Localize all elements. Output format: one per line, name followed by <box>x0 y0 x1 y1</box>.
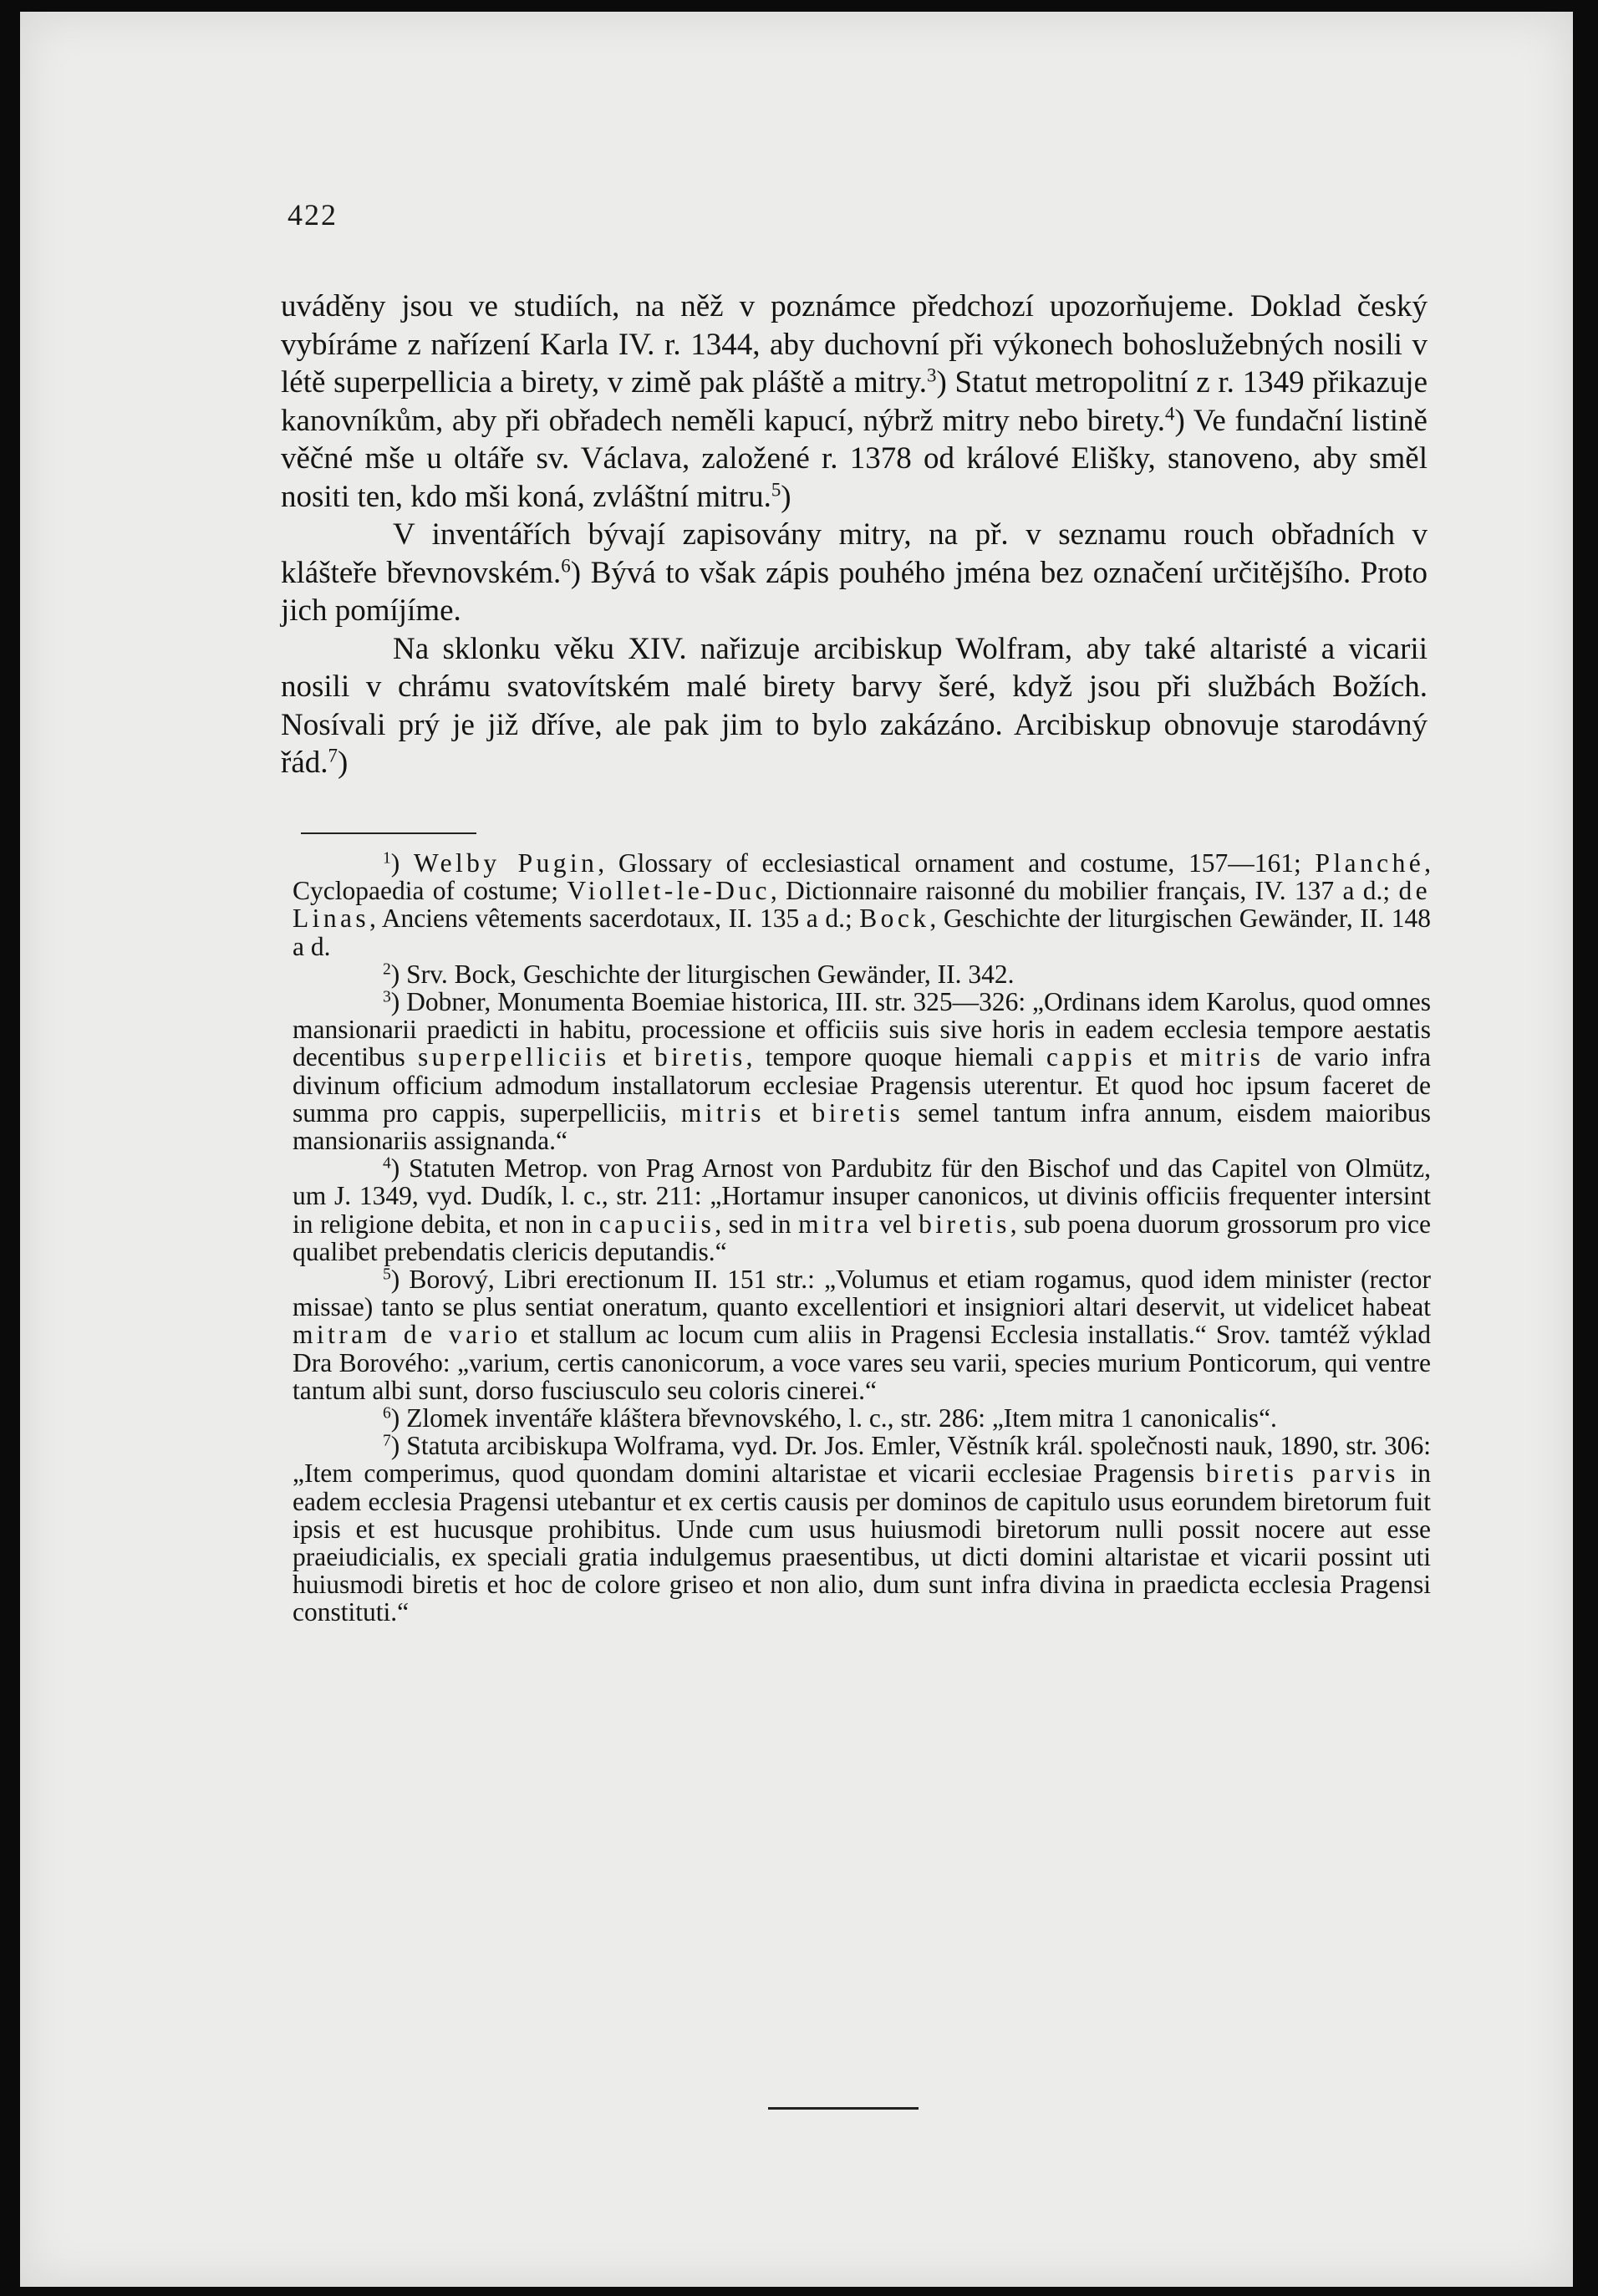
text-run: in eadem ecclesia Pragensi utebantur et ex certis causis per dominos de capitulo usus eorundem biretorum fuit ipsis et est hucusque prohibitus. Unde cum usus huiusmodi biretorum nulli possit nocere aut esse praeiudicialis, ex speciali gratia indulgemus praesentibus, ut dicti domini altaristae et vicarii possint uti huiusmodi biretis et hoc de colore griseo et non alio, dum sunt infra divina in praedicta ecclesia Pragensi constituti.“ <box>293 1459 1431 1627</box>
text-run: ) Zlomek inventáře kláštera břevnovského, l. c., str. 286: „Item mitra 1 canonicalis“. <box>390 1403 1277 1433</box>
paragraph-2 <box>281 516 1428 630</box>
footnote-ref: 3 <box>927 364 937 386</box>
footnote-mark: 4 <box>383 1154 391 1173</box>
paragraph-3 <box>281 630 1428 782</box>
text-run: ) <box>337 746 349 780</box>
footnote-5 <box>293 1265 1431 1404</box>
footnote-mark: 1 <box>383 849 391 868</box>
text-run: de vario infra divinum officium admodum installatorum ecclesiae Pragensis uterentur. Et quod hoc ipsum faceret de summa pro cappis, superpelliciis, <box>293 1042 1432 1128</box>
text-run: ) Srv. Bock, Geschichte der liturgischen Gewänder, II. 342. <box>390 959 1015 989</box>
text-run: Na sklonku věku XIV. nařizuje arcibiskup Wolfram, aby také altaristé a vicarii nosili v chrámu svatovítském malé birety barvy šeré, když jsou při službách Božích. Nosívali prý je již dříve, ale pak jim to bylo zakázáno. Arcibiskup obnovuje starodávný řád. <box>281 631 1428 780</box>
text-run: , Cyclopaedia of costume; <box>293 848 1431 906</box>
spaced-term: mitris <box>680 1097 765 1128</box>
author-name: Welby Pugin <box>414 848 598 878</box>
text-run: et <box>1135 1042 1181 1072</box>
text-run: semel tantum infra annum, eisdem maioribus mansionariis assignanda.“ <box>293 1097 1431 1156</box>
footnote-7 <box>293 1432 1431 1626</box>
text-run: ) Bývá to však zápis pouhého jména bez označení určitějšího. Proto jich pomíjíme. <box>281 555 1428 628</box>
footnote-2 <box>293 960 1431 988</box>
text-run: ) Borový, Libri erectionum II. 151 str.: „Volumus et etiam rogamus, quod idem minister (rector missae) tanto se plus sentiat oneratum, quanto excellentiori et insigniori altari deservit, ut videlicet habeat <box>293 1265 1431 1322</box>
footnote-1 <box>293 849 1431 960</box>
text-run: V inventářích bývají zapisovány mitry, na př. v seznamu rouch obřadních v klášteře břevnovském. <box>281 517 1428 590</box>
footnote-3 <box>293 988 1431 1154</box>
book-page <box>20 12 1573 2287</box>
spaced-term: biretis <box>654 1042 746 1072</box>
footnote-ref: 4 <box>1165 402 1175 424</box>
footnote-divider <box>301 832 476 834</box>
spaced-term: capuciis <box>598 1209 715 1239</box>
text-run: ) Statuten Metrop. von Prag Arnost von Pardubitz für den Bischof und das Capitel von Olmütz, um J. 1349, vyd. Dudík, l. c., str. 211: „Hortamur insuper canonicos, ut divinis officiis frequenter intersint in religione debita, et non in <box>293 1153 1431 1239</box>
page-number: 422 <box>288 198 338 232</box>
footnote-ref: 5 <box>771 478 781 500</box>
footnote-mark: 6 <box>383 1404 391 1423</box>
text-run: et stallum ac locum cum aliis in Pragensi Ecclesia installatis.“ Srov. tamtéž výklad Dra Borového: „varium, certis canonicorum, a voce vares seu varii, species murium Ponticorum, qui ventre tantum albi sunt, dorso fusciusculo seu coloris cinerei.“ <box>293 1320 1431 1405</box>
spaced-term: biretis parvis <box>1205 1459 1399 1489</box>
text-run: , Geschichte der liturgischen Gewänder, II. 148 a d. <box>293 904 1431 961</box>
text-run: ) <box>781 479 791 514</box>
footnote-ref: 7 <box>328 745 338 766</box>
spaced-term: mitra <box>798 1209 873 1239</box>
spaced-term: biretis <box>919 1209 1010 1239</box>
text-run: , Dictionnaire raisonné du mobilier français, IV. 137 a d.; <box>770 876 1399 906</box>
text-run: , Anciens vêtements sacerdotaux, II. 135 a d.; <box>369 904 860 934</box>
footnotes <box>293 849 1431 1627</box>
spaced-term: mitram de vario <box>293 1320 522 1350</box>
text-run: , tempore quoque hiemali <box>746 1042 1047 1072</box>
spaced-term: mitris <box>1180 1042 1265 1072</box>
paragraph-1 <box>281 288 1428 516</box>
text-run: ) Ve fundační listině věčné mše u oltáře sv. Václava, založené r. 1378 od králové Elišky, stanoveno, aby směl nositi ten, kdo mši koná, zvláštní mitru. <box>281 403 1428 514</box>
spaced-term: cappis <box>1046 1042 1136 1072</box>
text-run: ) Statuta arcibiskupa Wolframa, vyd. Dr. Jos. Emler, Věstník král. společnosti nauk, 1890, str. 306: „Item comperimus, quod quondam domini altaristae et vicarii ecclesiae Pragensis <box>293 1431 1431 1489</box>
end-divider <box>768 2107 919 2110</box>
author-name: Viollet-le-Duc <box>567 876 771 906</box>
footnote-mark: 7 <box>383 1432 391 1450</box>
author-name: de Linas <box>293 876 1431 934</box>
text-run: ) Statut metropolitní z r. 1349 přikazuje kanovníkům, aby při obřadech neměli kapucí, nýbrž mitry nebo birety. <box>281 365 1428 438</box>
text-run: uváděny jsou ve studiích, na něž v poznámce předchozí upozorňujeme. Doklad český vybíráme z nařízení Karla IV. r. 1344, aby duchovní při výkonech bohoslužebných nosili v létě superpellicia a birety, v zimě pak pláště a mitry. <box>281 289 1428 400</box>
footnote-mark: 2 <box>383 960 391 979</box>
text-run: et <box>764 1097 812 1128</box>
author-name: Bock <box>859 904 930 934</box>
spaced-term: biretis <box>812 1097 904 1128</box>
text-run: vel <box>872 1209 919 1239</box>
footnote-mark: 3 <box>383 988 391 1006</box>
text-run: , sub poena duorum grossorum pro vice qualibet prebendatis clericis deputandis.“ <box>293 1209 1432 1266</box>
footnote-6 <box>293 1404 1431 1432</box>
text-run: et <box>609 1042 655 1072</box>
spaced-term: superpelliciis <box>418 1042 610 1072</box>
footnote-ref: 6 <box>561 554 571 576</box>
footnote-4 <box>293 1154 1431 1265</box>
text-run: ) Dobner, Monumenta Boemiae historica, III. str. 325—326: „Ordinans idem Karolus, quod omnes mansionarii praedicti in habitu, processione et officiis suis sive horis in eadem ecclesia tempore aestatis decentibus <box>293 987 1431 1072</box>
footnote-mark: 5 <box>383 1265 391 1284</box>
text-run: , sed in <box>715 1209 799 1239</box>
text-run: , Glossary of ecclesiastical ornament and costume, 157—161; <box>598 848 1316 878</box>
author-name: Planché <box>1315 848 1425 878</box>
main-text <box>281 288 1428 782</box>
text-run: ) <box>390 848 415 878</box>
